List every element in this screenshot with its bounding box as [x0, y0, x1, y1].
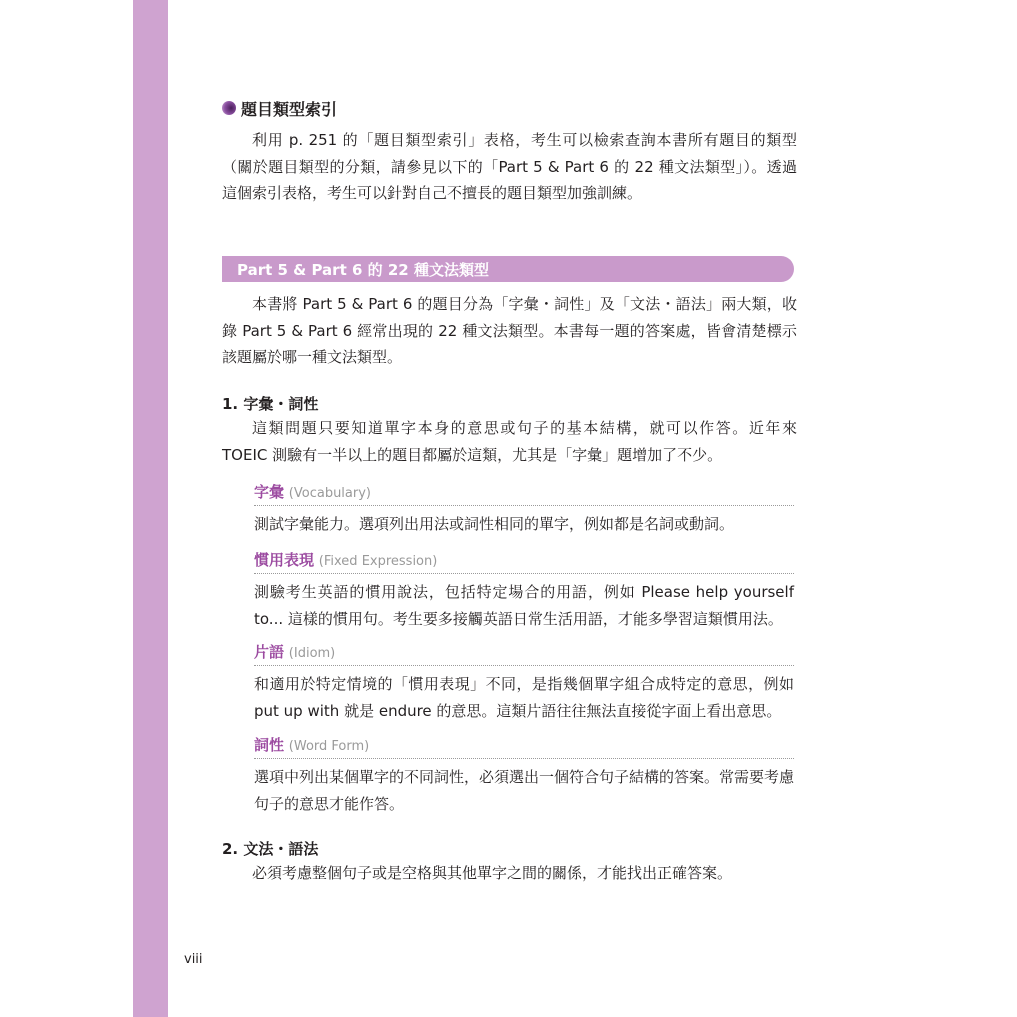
category2-heading: 2. 文法・語法 [222, 840, 319, 858]
section-paragraph: 利用 p. 251 的「題目類型索引」表格，考生可以檢索查詢本書所有題目的類型（關於題目類型的分類，請參見以下的「Part 5 & Part 6 的 22 種文法類型」）。透過這個索引表格，考生可以針對自己不擅長的題目類型加強訓練。 [222, 131, 797, 202]
term-name: 詞性 [254, 736, 285, 754]
term-name: 片語 [254, 643, 285, 661]
term-head [254, 549, 794, 574]
category1-description: 這類問題只要知道單字本身的意思或句子的基本結構，就可以作答。近年來 TOEIC 測驗有一半以上的題目都屬於這類，尤其是「字彙」題增加了不少。 [222, 419, 797, 464]
intro-paragraph: 本書將 Part 5 & Part 6 的題目分為「字彙・詞性」及「文法・語法」兩大類，收錄 Part 5 & Part 6 經常出現的 22 種文法類型。本書每一題的答案處，皆會清楚標示該題屬於哪一種文法類型。 [222, 295, 797, 366]
term-fixed-expression [254, 549, 794, 632]
term-english: (Word Form) [288, 739, 370, 754]
term-idiom [254, 641, 794, 724]
category1-heading: 1. 字彙・詞性 [222, 395, 319, 413]
term-name: 字彙 [254, 483, 285, 501]
term-english: (Idiom) [288, 646, 336, 661]
category1-body [222, 415, 797, 468]
bullet-icon [222, 101, 236, 115]
term-name: 慣用表現 [254, 551, 315, 569]
category2-description: 必須考慮整個句子或是空格與其他單字之間的關係，才能找出正確答案。 [252, 864, 733, 882]
section-body [222, 127, 797, 207]
term-word-form [254, 734, 794, 817]
category2-body [222, 860, 797, 887]
banner [222, 256, 794, 282]
term-vocabulary [254, 481, 794, 538]
section-header [222, 95, 337, 121]
term-head [254, 481, 794, 506]
term-body: 測試字彙能力。選項列出用法或詞性相同的單字，例如都是名詞或動詞。 [254, 515, 735, 533]
section-title: 題目類型索引 [241, 99, 338, 119]
banner-title: Part 5 & Part 6 的 22 種文法類型 [237, 260, 489, 279]
term-body: 測驗考生英語的慣用說法，包括特定場合的用語，例如 Please help yourself to... 這樣的慣用句。考生要多接觸英語日常生活用語，才能多學習這類慣用法。 [254, 583, 794, 628]
intro-body [222, 291, 797, 371]
page-number: viii [184, 952, 203, 967]
term-head [254, 641, 794, 666]
term-body: 選項中列出某個單字的不同詞性，必須選出一個符合句子結構的答案。常需要考慮句子的意思才能作答。 [254, 768, 795, 813]
term-english: (Fixed Expression) [318, 554, 438, 569]
term-head [254, 734, 794, 759]
term-english: (Vocabulary) [288, 486, 371, 501]
term-body: 和適用於特定情境的「慣用表現」不同，是指幾個單字組合成特定的意思，例如 put up with 就是 endure 的意思。這類片語往往無法直接從字面上看出意思。 [254, 675, 794, 720]
side-color-strip [133, 0, 168, 1017]
